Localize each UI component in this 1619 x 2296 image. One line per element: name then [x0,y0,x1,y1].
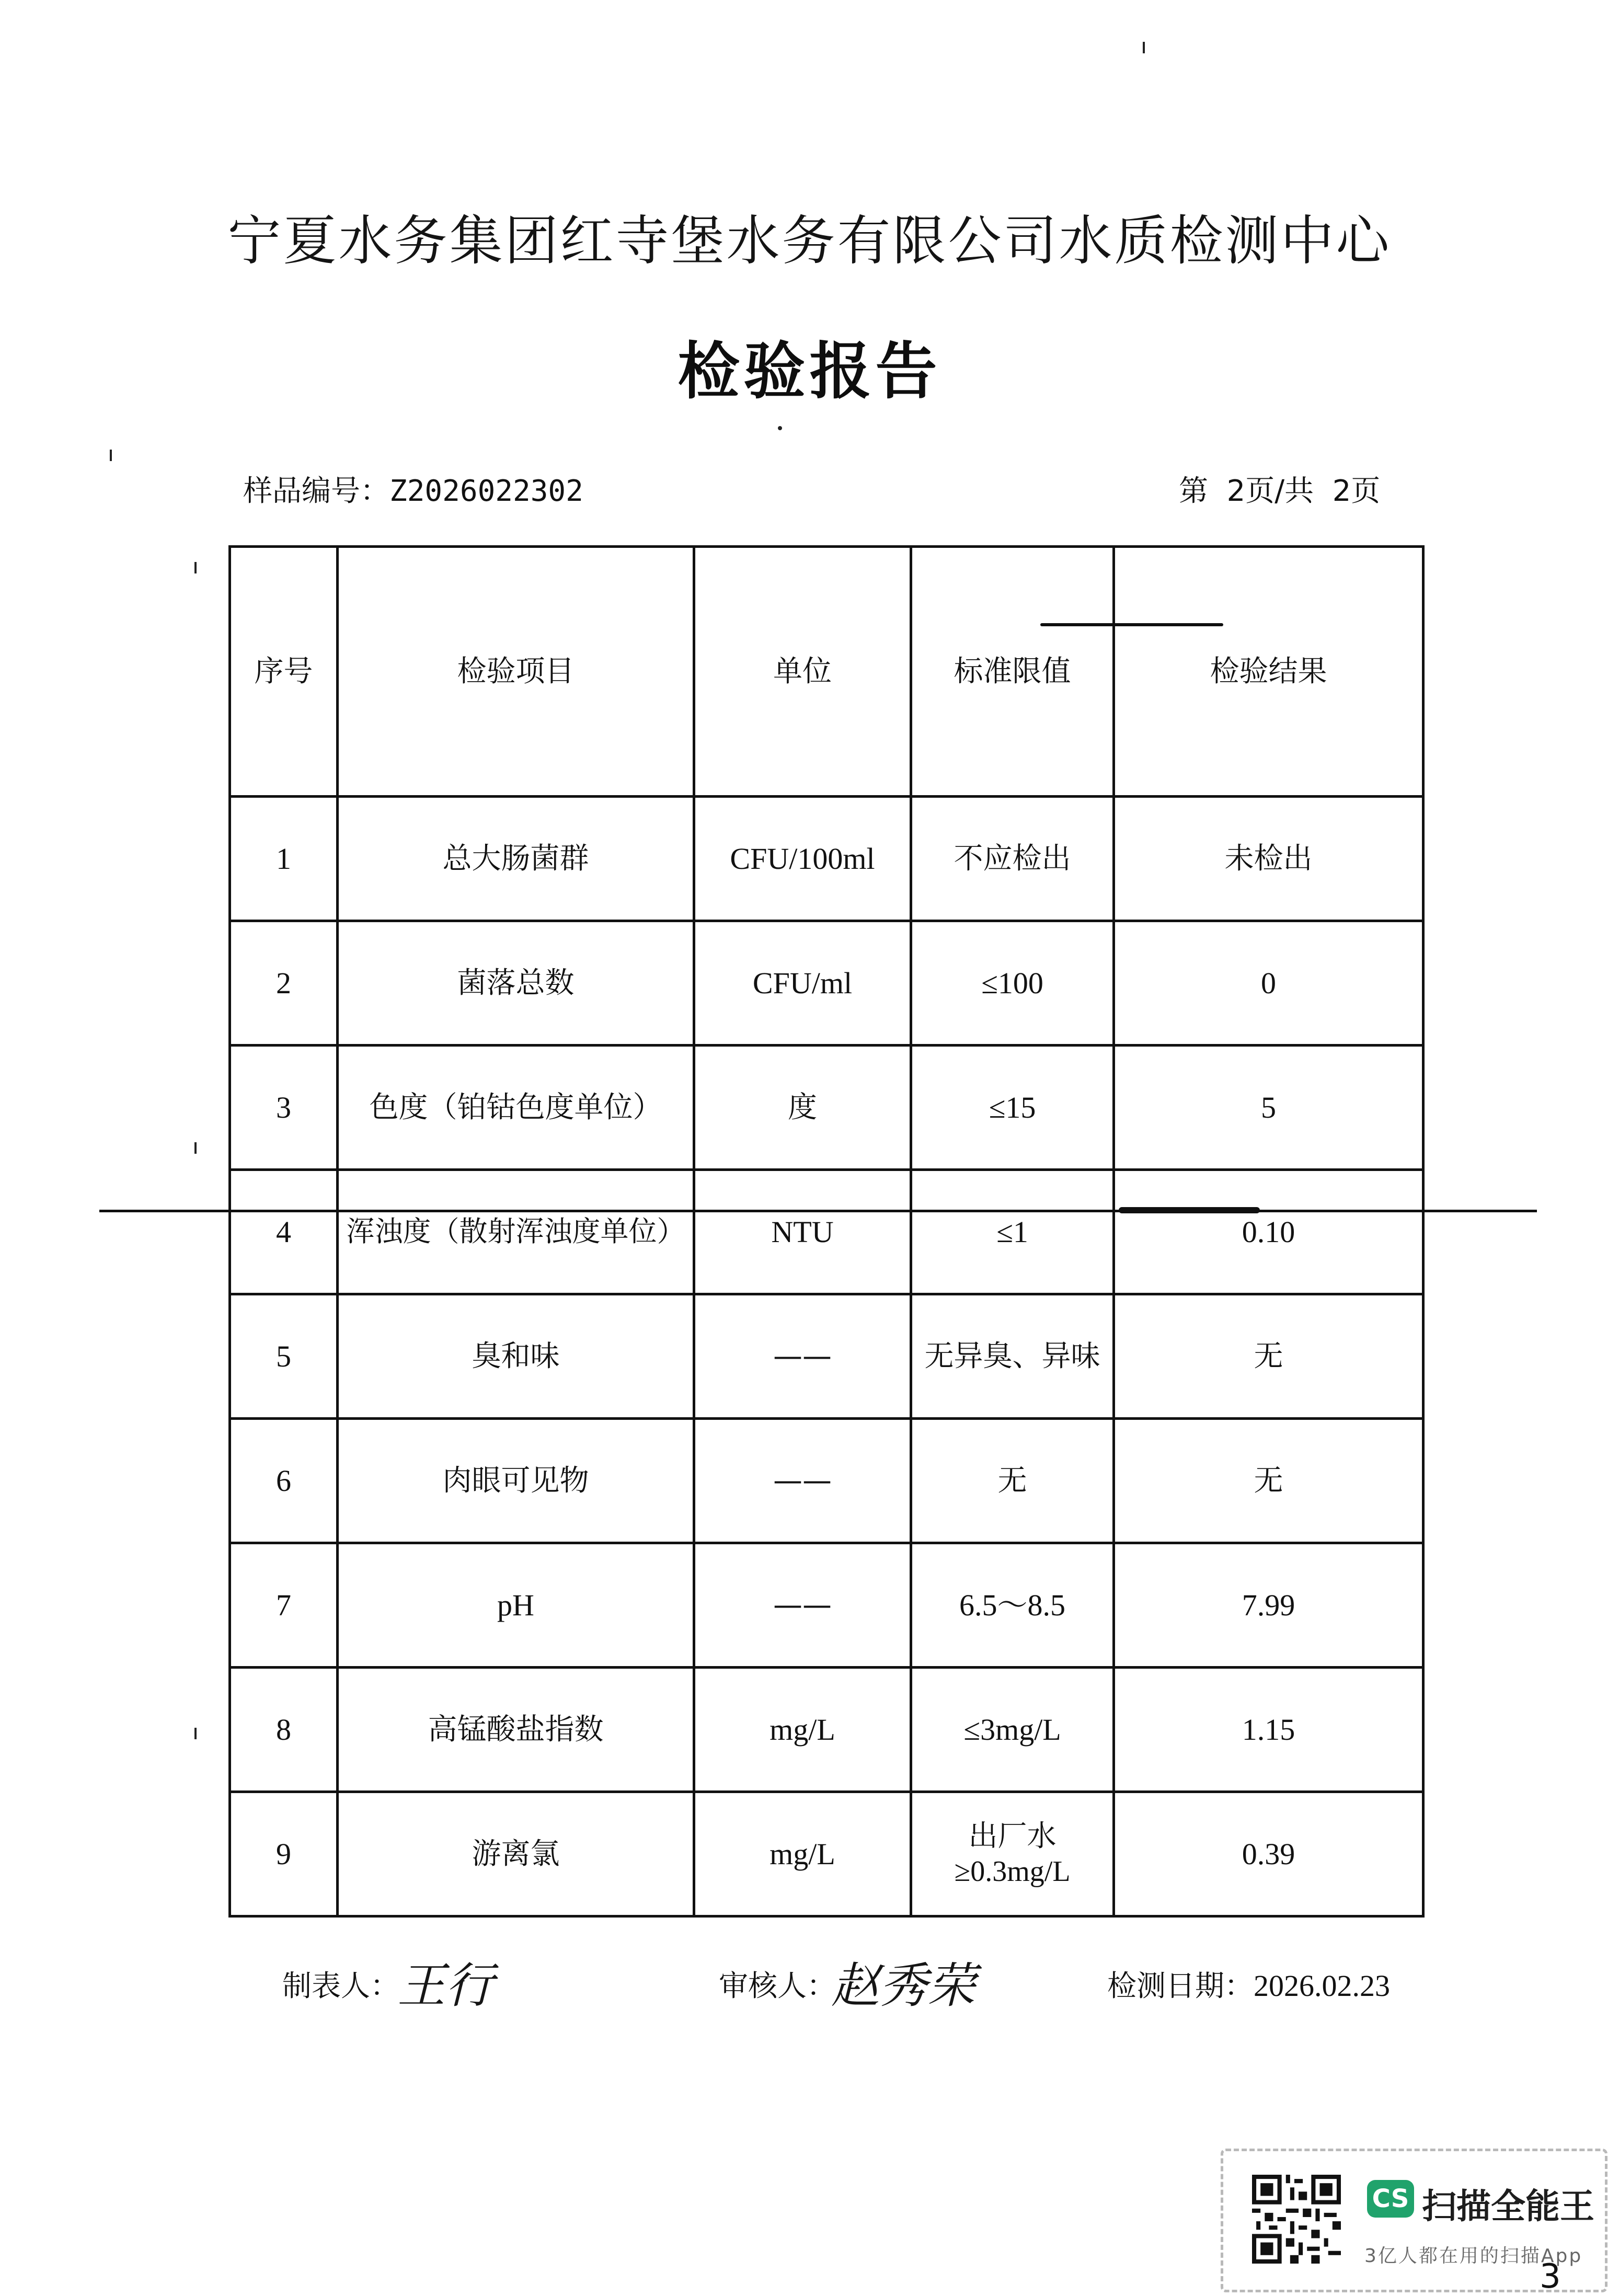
preparer-signature: 王行 [397,1958,494,2014]
cell-result: 0 [1114,921,1423,1046]
scan-speck [778,426,782,430]
table-row [230,1668,1423,1792]
table-row [230,797,1423,921]
reviewer-signature: 赵秀荣 [831,1958,976,2014]
sample-number-label: 样品编号： [243,474,389,508]
page-number: 3 [1540,2257,1561,2296]
cell-unit: 度 [694,1046,911,1170]
scan-streak [1119,1207,1260,1213]
cell-result: 5 [1114,1046,1423,1170]
reviewer-label: 审核人： [719,1969,836,2003]
cell-limit: ≤100 [911,921,1114,1046]
page-info: 第 2页/共 2页 [1179,474,1381,508]
cell-result: 7.99 [1114,1543,1423,1668]
scan-speck [110,450,112,461]
preparer-label: 制表人： [282,1969,399,2003]
camscanner-logo-icon: CS [1367,2180,1414,2218]
cell-no: 7 [230,1543,338,1668]
cell-unit: —— [694,1419,911,1543]
scan-speck [194,1728,197,1739]
cell-unit: NTU [694,1170,911,1294]
organization-title: 宁夏水务集团红寺堡水务有限公司水质检测中心 [227,210,1392,272]
table-row [230,1419,1423,1543]
table-row [230,1170,1423,1294]
sample-number-field [243,468,583,510]
cell-unit: mg/L [694,1792,911,1916]
cell-limit: ≤1 [911,1170,1114,1294]
cell-item: 菌落总数 [338,921,694,1046]
scan-streak [1040,623,1223,626]
cell-limit [911,1792,1114,1916]
cell-limit-line2: ≥0.3mg/L [954,1855,1071,1888]
cell-limit: ≤3mg/L [911,1668,1114,1792]
column-header-result: 检验结果 [1114,547,1423,797]
scan-speck [194,1142,197,1154]
cell-no: 8 [230,1668,338,1792]
test-date-value: 2026.02.23 [1254,1969,1390,2003]
cell-result: 未检出 [1114,797,1423,921]
scanner-app-tagline: 3亿人都在用的扫描App [1364,2245,1583,2267]
cell-limit: ≤15 [911,1046,1114,1170]
cell-no: 1 [230,797,338,921]
test-date-field [1107,1963,1390,2005]
table-row [230,1046,1423,1170]
column-header-item: 检验项目 [338,547,694,797]
cell-no: 4 [230,1170,338,1294]
cell-item: 肉眼可见物 [338,1419,694,1543]
cell-item: 色度（铂钴色度单位） [338,1046,694,1170]
reviewer-field [719,1963,836,2005]
cell-item: 臭和味 [338,1294,694,1419]
preparer-field [282,1963,399,2005]
cell-no: 9 [230,1792,338,1916]
cell-unit: CFU/ml [694,921,911,1046]
table-row [230,921,1423,1046]
table-header-row [230,547,1423,797]
cell-limit: 6.5～8.5 [911,1543,1114,1668]
cell-unit: mg/L [694,1668,911,1792]
cell-unit: —— [694,1294,911,1419]
cell-result: 0.10 [1114,1170,1423,1294]
qr-code-icon [1252,2175,1341,2264]
cell-result: 无 [1114,1294,1423,1419]
scan-streak [99,1210,1537,1212]
cell-result: 无 [1114,1419,1423,1543]
cell-limit: 不应检出 [911,797,1114,921]
table-row [230,1294,1423,1419]
scan-speck [1143,42,1145,53]
cell-no: 3 [230,1046,338,1170]
column-header-limit: 标准限值 [911,547,1114,797]
cell-limit: 无异臭、异味 [911,1294,1114,1419]
cell-unit: —— [694,1543,911,1668]
column-header-unit: 单位 [694,547,911,797]
test-date-label: 检测日期： [1107,1969,1254,2003]
cell-unit: CFU/100ml [694,797,911,921]
table-row [230,1792,1423,1916]
scan-speck [194,562,197,573]
cell-item: 高锰酸盐指数 [338,1668,694,1792]
cell-item: 浑浊度（散射浑浊度单位） [338,1170,694,1294]
cell-result: 0.39 [1114,1792,1423,1916]
report-title: 检验报告 [678,335,941,407]
cell-no: 2 [230,921,338,1046]
table-row [230,1543,1423,1668]
scanner-app-name: 扫描全能王 [1422,2186,1594,2226]
cell-result: 1.15 [1114,1668,1423,1792]
cell-item: 总大肠菌群 [338,797,694,921]
inspection-results-table [228,545,1425,1918]
cell-item: pH [338,1543,694,1668]
cell-item: 游离氯 [338,1792,694,1916]
sample-number-value: Z2026022302 [389,474,583,508]
column-header-no: 序号 [230,547,338,797]
cell-no: 5 [230,1294,338,1419]
cell-limit-line1: 出厂水 [968,1819,1057,1854]
cell-no: 6 [230,1419,338,1543]
cell-limit: 无 [911,1419,1114,1543]
